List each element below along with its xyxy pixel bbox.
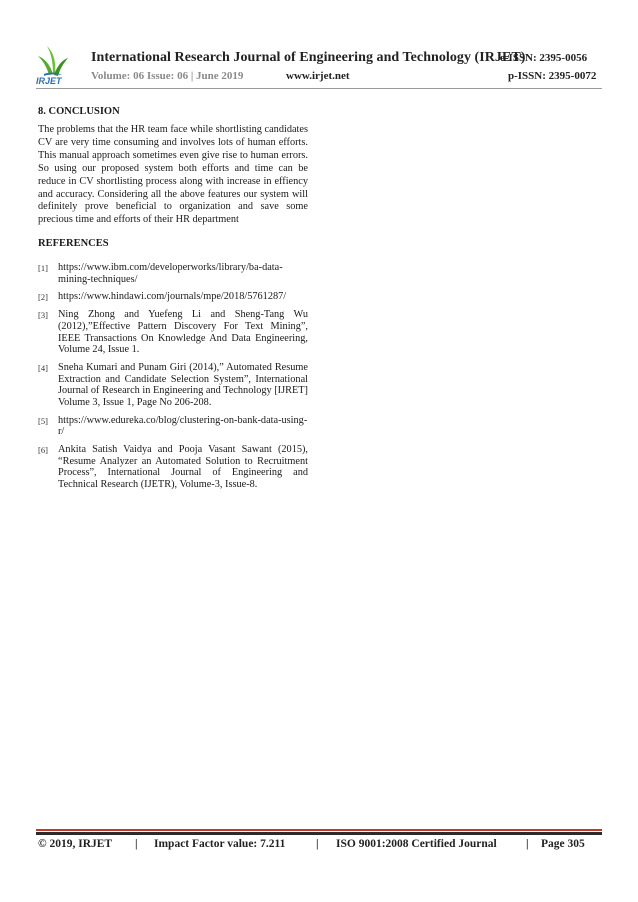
footer-impact-factor: Impact Factor value: 7.211 xyxy=(154,838,286,850)
conclusion-heading: 8. CONCLUSION xyxy=(38,106,120,117)
footer-separator: | xyxy=(526,838,529,850)
reference-item xyxy=(38,362,308,408)
reference-text: https://www.ibm.com/developerworks/library/ba-data-mining-techniques/ xyxy=(58,262,283,285)
reference-text: https://www.hindawi.com/journals/mpe/2018/5761287/ xyxy=(58,291,287,303)
footer-separator: | xyxy=(316,838,319,850)
reference-list xyxy=(38,262,308,497)
reference-number: [4] xyxy=(38,363,48,374)
page-footer xyxy=(38,836,602,854)
footer-copyright: © 2019, IRJET xyxy=(38,838,113,850)
footer-iso: ISO 9001:2008 Certified Journal xyxy=(336,838,497,850)
reference-number: [6] xyxy=(38,445,48,456)
reference-item xyxy=(38,291,308,303)
footer-divider-red xyxy=(36,829,602,831)
references-heading: REFERENCES xyxy=(38,238,109,249)
conclusion-text: The problems that the HR team face while shortlisting candidates CV are very time consuming and involves lots of human efforts. This manual approach sometimes even give rise to human errors. So using our proposed system both efforts and time can be reduce in CV shortlisting process along with increase in effiency and accuracy. Considering all the above features our system will definitely prove beneficial to organization and save some precious time and efforts of their HR department xyxy=(38,124,308,226)
logo-text: IRJET xyxy=(36,76,62,86)
pissn: p-ISSN: 2395-0072 xyxy=(508,70,597,82)
reference-number: [1] xyxy=(38,263,48,273)
website: www.irjet.net xyxy=(286,70,350,82)
reference-text: Ning Zhong and Yuefeng Li and Sheng-Tang Wu (2012),”Effective Pattern Discovery For Text Mining”, IEEE Transactions On Knowledge And Data Engineering, Volume 24, Issue 1. xyxy=(58,309,308,356)
footer-page-number: Page 305 xyxy=(541,838,585,850)
reference-text: Sneha Kumari and Punam Giri (2014),” Automated Resume Extraction and Candidate Selection System”, International Journal of Research in Engineering and Technology [IJRET] Volume 3, Issue 1, Page No 206-208. xyxy=(58,362,308,408)
header-divider xyxy=(36,88,602,89)
reference-item xyxy=(38,262,308,285)
reference-item xyxy=(38,415,308,438)
irjet-logo xyxy=(36,44,70,88)
volume-issue: Volume: 06 Issue: 06 | June 2019 xyxy=(91,70,244,82)
reference-number: [3] xyxy=(38,310,48,321)
eissn: e-ISSN: 2395-0056 xyxy=(500,52,588,64)
reference-item xyxy=(38,309,308,355)
journal-title: International Research Journal of Engineering and Technology (IRJET) xyxy=(91,50,526,65)
footer-separator: | xyxy=(135,838,138,850)
footer-divider-dark xyxy=(36,832,602,835)
reference-number: [5] xyxy=(38,415,48,426)
reference-text: https://www.edureka.co/blog/clustering-on-bank-data-using-r/ xyxy=(58,414,308,438)
reference-number: [2] xyxy=(38,292,48,303)
reference-text: Ankita Satish Vaidya and Pooja Vasant Sawant (2015), “Resume Analyzer an Automated Solution to Recruitment Process”, International Journal of Engineering and Technical Research (IJETR), Volume-3, Issue-8. xyxy=(58,444,308,490)
reference-item xyxy=(38,444,308,490)
